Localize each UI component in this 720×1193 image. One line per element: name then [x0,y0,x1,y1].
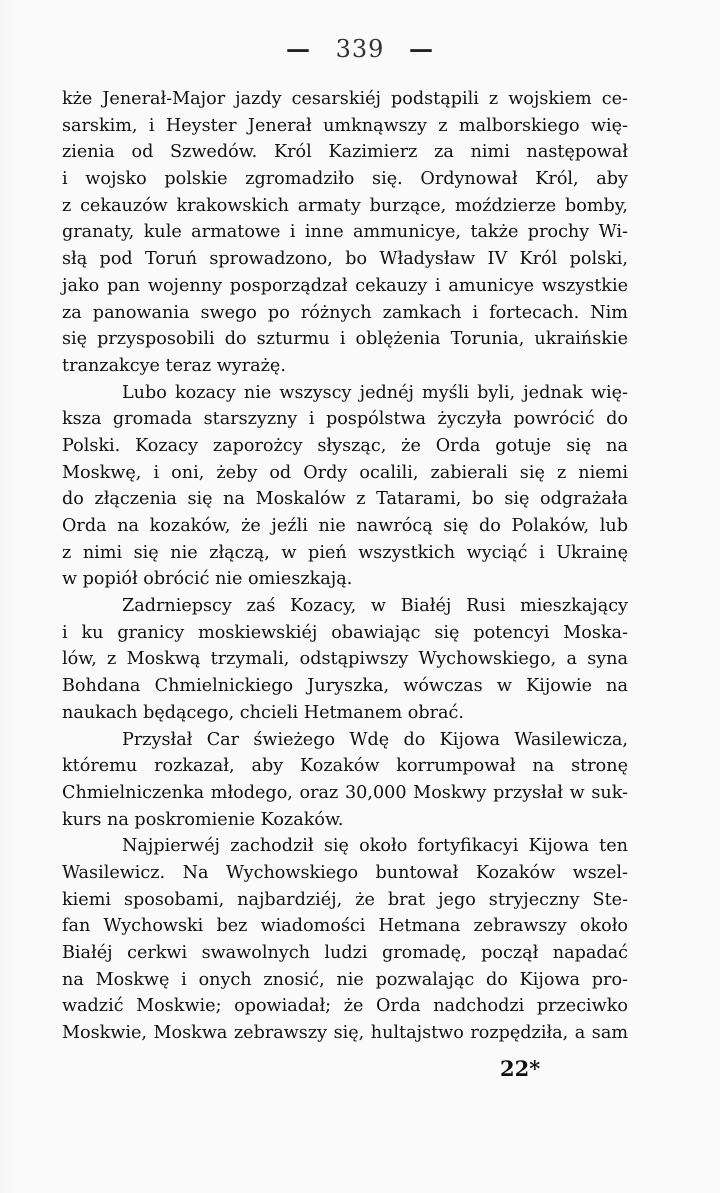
text-line: na Moskwę i onych znosić, nie pozwalając do Kijowa pro- [62,969,628,990]
text-line: z cekauzów krakowskich armaty burzące, moździerze bomby, [62,195,628,216]
header-dash-left: — [285,34,311,63]
text-line: za panowania swego po różnych zamkach i fortecach. Nim [62,302,628,323]
text-line: tranzakcye teraz wyrażę. [62,355,286,376]
text-line: kże Jenerał-Major jazdy cesarskiéj podstąpili z wojskiem ce- [62,89,628,109]
text-line: wadzić Moskwie; opowiadał; że Orda nadchodzi przeciwko [62,996,628,1017]
page-edge [0,0,26,1193]
text-line: Bohdana Chmielnickiego Juryszka, wówczas w Kijowie na [62,676,628,697]
text-line: sarskim, i Heyster Jenerał umknąwszy z malborskiego wię- [62,115,628,136]
page-number: 339 [335,35,385,63]
text-line: Przysłał Car świeżego Wdę do Kijowa Wasilewicza, [122,729,628,750]
text-line: Moskwę, i oni, żeby od Ordy ocalili, zabierali się z niemi [62,462,628,483]
paragraph-4 [62,727,628,834]
text-line: Zadrniepscy zaś Kozacy, w Białéj Rusi mieszkający [122,596,628,617]
text-line: Wasilewicz. Na Wychowskiego buntował Kozaków wszel- [62,862,628,883]
page-header [0,34,720,63]
text-line: naukach będącego, chcieli Hetmanem obrać. [62,702,464,723]
text-line: kiemi sposobami, najbardziéj, że brat jego stryjeczny Ste- [62,889,628,910]
body-text [62,86,628,1047]
text-line: Moskwie, Moskwa zebrawszy się, hultajstwo rozpędziła, a sam [62,1023,628,1044]
paragraph-1 [62,86,628,380]
text-line: Lubo kozacy nie wszyscy jednéj myśli byli, jednak wię- [122,382,628,403]
text-line: Chmielniczenka młodego, oraz 30,000 Moskwy przysłał w suk- [62,782,628,803]
header-dash-right: — [409,34,435,63]
text-line: granaty, kule armatowe i inne ammunicye, także prochy Wi- [62,222,628,243]
text-line: w popiół obrócić nie omieszkają. [62,569,353,590]
text-line: jako pan wojenny posporządzał cekauzy i amunicye wszystkie [62,275,628,296]
signature-mark: 22* [500,1056,541,1081]
text-line: Polski. Kozacy zaporożcy słysząc, że Orda gotuje się na [62,435,628,456]
text-line: któremu rozkazał, aby Kozaków korrumpował na stronę [62,756,628,777]
paragraph-5 [62,833,628,1047]
paragraph-3 [62,593,628,726]
text-line: słą pod Toruń sprowadzono, bo Władysław IV Król polski, [62,249,628,270]
text-line: Orda na kozaków, że jeźli nie nawrócą się do Polaków, lub [62,516,628,536]
text-line: i ku granicy moskiewskiéj obawiając się potencyi Moska- [62,622,628,643]
text-line: ksza gromada starszyzny i pospólstwa życzyła powrócić do [62,409,628,430]
text-line: lów, z Moskwą trzymali, odstąpiwszy Wychowskiego, a syna [62,649,628,670]
text-line: z nimi się nie złączą, w pień wszystkich wyciąć i Ukrainę [62,542,628,563]
text-line: zienia od Szwedów. Król Kazimierz za nimi następował [62,142,628,163]
text-line: fan Wychowski bez wiadomości Hetmana zebrawszy około [62,916,628,937]
text-line: Najpierwéj zachodził się około fortyfikacyi Kijowa ten [122,836,628,857]
text-line: się przysposobili do szturmu i oblężenia Torunia, ukraińskie [62,329,628,350]
text-line: i wojsko polskie zgromadziło się. Ordynował Król, aby [62,169,628,190]
text-line: do złączenia się na Moskalów z Tatarami, bo się odgrażała [62,489,628,510]
text-line: kurs na poskromienie Kozaków. [62,809,344,830]
text-line: Białéj cerkwi swawolnych ludzi gromadę, począł napadać [62,943,628,963]
paragraph-2 [62,380,628,594]
